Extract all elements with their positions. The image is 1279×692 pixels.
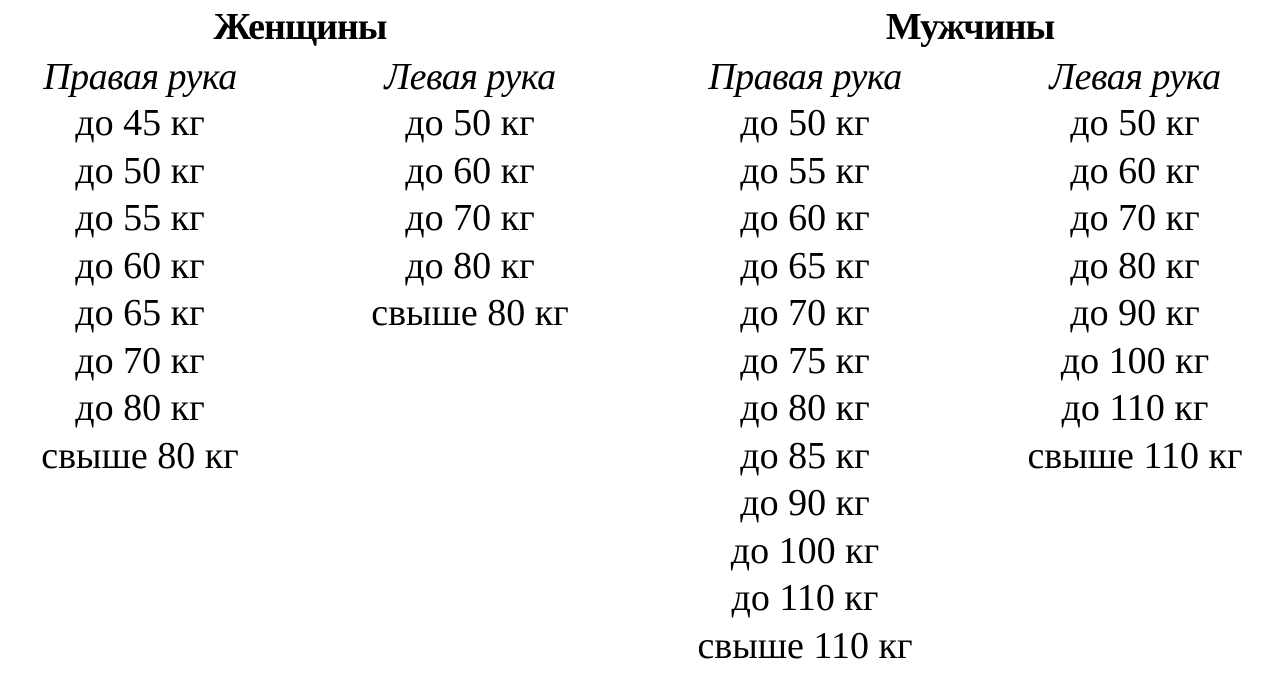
men-left-hand-column bbox=[995, 54, 1275, 480]
weight-category-item: до 70 кг bbox=[740, 292, 870, 334]
women-left-hand-column bbox=[340, 54, 600, 338]
weight-category-item: до 50 кг bbox=[740, 102, 870, 144]
weight-category-item: до 85 кг bbox=[740, 434, 870, 477]
weight-category-item: до 80 кг bbox=[1070, 244, 1200, 287]
men-left-hand-header: Левая рука bbox=[1049, 56, 1221, 98]
weight-category-item: до 80 кг bbox=[405, 244, 535, 287]
men-title: Мужчины bbox=[885, 6, 1055, 48]
weight-category-item: до 75 кг bbox=[740, 339, 870, 382]
weight-category-item: свыше 110 кг bbox=[697, 624, 913, 667]
weight-category-item: свыше 80 кг bbox=[371, 292, 569, 334]
men-right-hand-header: Правая рука bbox=[708, 56, 902, 98]
women-title: Женщины bbox=[213, 6, 387, 48]
weight-category-item: до 55 кг bbox=[75, 197, 205, 239]
weight-category-item: до 90 кг bbox=[1070, 292, 1200, 334]
women-left-hand-list bbox=[340, 100, 600, 338]
weight-category-item: до 55 кг bbox=[740, 149, 870, 192]
men-left-hand-list bbox=[995, 100, 1275, 480]
weight-category-item: до 110 кг bbox=[1061, 387, 1209, 429]
weight-category-item: до 100 кг bbox=[730, 529, 880, 572]
women-left-hand-header: Левая рука bbox=[384, 56, 556, 98]
weight-category-item: до 50 кг bbox=[1070, 102, 1200, 144]
weight-category-item: до 70 кг bbox=[1070, 197, 1200, 239]
weight-category-item: до 50 кг bbox=[405, 102, 535, 144]
women-right-hand-header: Правая рука bbox=[43, 56, 237, 98]
weight-category-item: до 60 кг bbox=[1070, 149, 1200, 192]
weight-category-item: до 60 кг bbox=[405, 149, 535, 192]
weight-category-item: до 45 кг bbox=[75, 102, 205, 144]
weight-category-item: до 50 кг bbox=[75, 149, 205, 192]
weight-category-item: до 80 кг bbox=[75, 387, 205, 429]
women-right-hand-column bbox=[10, 54, 270, 480]
weight-category-item: до 60 кг bbox=[75, 244, 205, 287]
weight-category-item: до 100 кг bbox=[1060, 339, 1210, 382]
men-right-hand-column bbox=[670, 54, 940, 670]
weight-category-item: до 70 кг bbox=[75, 339, 205, 382]
weight-category-item: до 90 кг bbox=[740, 482, 870, 524]
men-right-hand-list bbox=[670, 100, 940, 670]
weight-category-item: до 80 кг bbox=[740, 387, 870, 429]
weight-category-item: до 110 кг bbox=[731, 577, 879, 619]
weight-category-item: свыше 110 кг bbox=[1027, 434, 1243, 477]
weight-category-item: до 65 кг bbox=[740, 244, 870, 287]
weight-category-item: до 65 кг bbox=[75, 292, 205, 334]
weight-category-item: до 70 кг bbox=[405, 197, 535, 239]
weight-category-item: до 60 кг bbox=[740, 197, 870, 239]
weight-category-item: свыше 80 кг bbox=[41, 434, 239, 477]
women-right-hand-list bbox=[10, 100, 270, 480]
